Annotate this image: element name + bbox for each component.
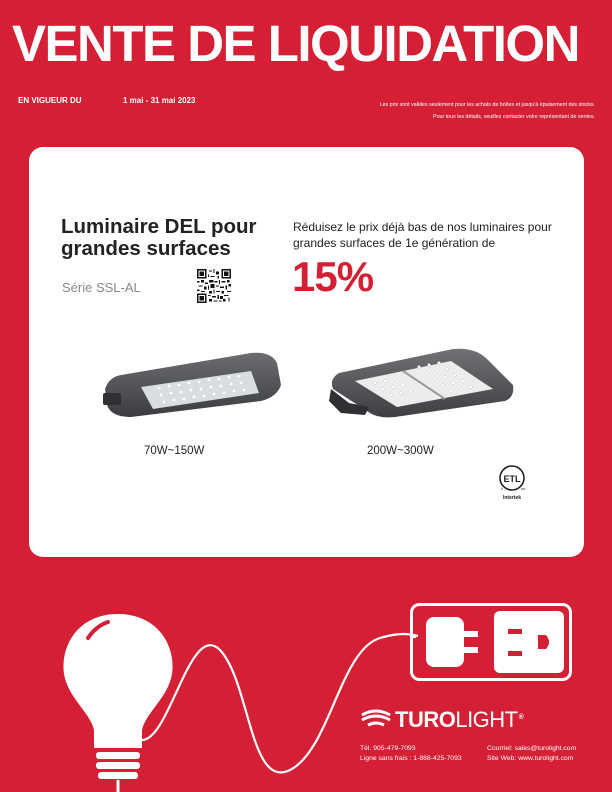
product-title (61, 216, 291, 260)
brand-name (395, 707, 523, 733)
product-series: Série SSL-AL (62, 280, 141, 295)
cert-label: Intertek (502, 495, 522, 501)
disclaimer (380, 99, 595, 123)
turolight-logo-icon (360, 709, 392, 731)
product-title-line-2: grandes surfaces (61, 237, 231, 260)
contact-phone[interactable]: Tél. 905-479-7093 (360, 745, 416, 752)
svg-text:us: us (521, 486, 526, 491)
effective-dates: 1 mai - 31 mai 2023 (123, 96, 196, 105)
disclaimer-line-2: Pour tous les détails, veuillez contacter votre représentant de ventes. (433, 114, 595, 120)
led-fixture-large-image (325, 345, 521, 430)
offer-text-line-2: grandes surfaces de 1e génération de (293, 236, 496, 250)
variant-small-wattage: 70W~150W (144, 445, 205, 457)
offer-text-line-1: Réduisez le prix déjà bas de nos luminaires pour (293, 220, 552, 234)
led-fixture-small-image (101, 345, 283, 423)
brand-name-light: LIGHT (455, 707, 518, 732)
disclaimer-line-1: Les prix sont valides seulement pour les achats de boîtes et jusqu'à épuisement des stocks. (379, 102, 595, 108)
power-outlet-plug-illustration (410, 603, 572, 681)
qr-code-icon[interactable] (197, 269, 231, 303)
svg-text:c: c (501, 486, 503, 491)
product-card (29, 147, 584, 557)
etl-certification-icon (497, 463, 527, 503)
page-title: VENTE DE LIQUIDATION (12, 15, 579, 72)
contact-online (487, 744, 576, 764)
svg-text:ETL: ETL (503, 474, 521, 484)
contact-toll-free[interactable]: Ligne sans frais : 1-888-425-7093 (360, 755, 462, 762)
brand-registered-mark: ® (518, 713, 524, 721)
contact-phones (360, 744, 462, 764)
brand-name-bold: TURO (395, 707, 456, 732)
effective-label: EN VIGUEUR DU (18, 96, 82, 105)
variant-large-wattage: 200W~300W (367, 445, 434, 457)
brand-logo (360, 707, 523, 733)
discount-percent: 15% (292, 253, 374, 300)
product-title-line-1: Luminaire DEL pour (61, 215, 257, 238)
contact-website[interactable]: Site Web: www.turolight.com (487, 755, 574, 762)
contact-email[interactable]: Courriel: sales@turolight.com (487, 745, 577, 752)
offer-text (293, 219, 583, 251)
